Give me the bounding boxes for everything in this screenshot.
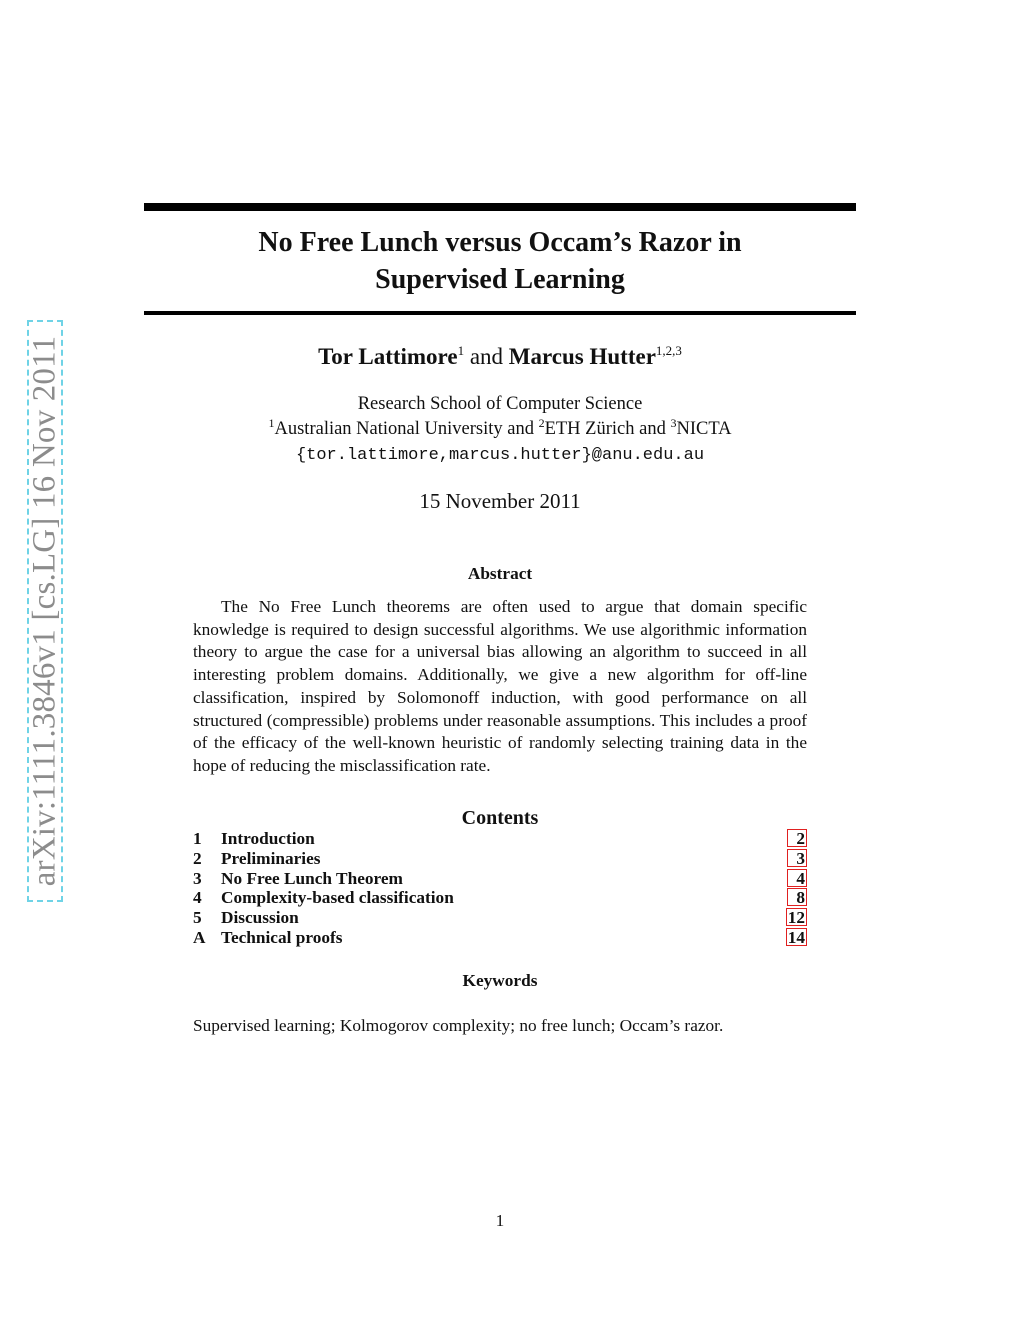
affil-inst-1: Australian National University and <box>274 419 539 439</box>
affiliation-school: Research School of Computer Science <box>357 394 643 414</box>
toc-entry <box>193 869 807 889</box>
title-rule-bottom <box>144 311 856 315</box>
contents-heading: Contents <box>461 807 539 829</box>
toc-page-link[interactable]: 14 <box>787 927 805 947</box>
toc-title: No Free Lunch Theorem <box>221 868 403 888</box>
toc-page-link[interactable]: 8 <box>787 888 807 906</box>
toc-entry <box>193 908 807 928</box>
toc-page-link[interactable]: 3 <box>787 849 807 867</box>
arxiv-stamp[interactable] <box>27 320 63 902</box>
toc-title: Introduction <box>221 829 315 848</box>
author-name-2: Marcus Hutter <box>508 344 656 369</box>
affil-inst-2: ETH Zürich and <box>544 419 671 439</box>
title-rule-top <box>144 203 856 211</box>
toc-entry <box>193 928 807 948</box>
author-name-1: Tor Lattimore <box>318 344 458 369</box>
paper-title-line-1: No Free Lunch versus Occam’s Razor in <box>258 227 742 258</box>
toc-number: A <box>193 927 206 947</box>
toc-entry <box>193 829 807 849</box>
toc-number: 1 <box>193 829 202 848</box>
toc-page-link[interactable]: 12 <box>787 908 805 928</box>
author-line <box>144 342 856 372</box>
toc-number: 2 <box>193 848 202 868</box>
toc-page-link[interactable]: 2 <box>787 829 807 847</box>
toc-title: Discussion <box>221 908 299 928</box>
toc-title: Technical proofs <box>221 927 343 947</box>
affiliation-email-line <box>144 442 856 468</box>
keywords-text: Supervised learning; Kolmogorov complexity; no free lunch; Occam’s razor. <box>193 1016 724 1035</box>
affil-mark-1: 1 <box>268 416 275 430</box>
affil-inst-3: NICTA <box>676 419 732 439</box>
abstract-heading: Abstract <box>467 564 533 583</box>
author-1-affil-mark: 1 <box>457 343 465 358</box>
toc-title: Preliminaries <box>221 848 321 868</box>
affiliation-institutions <box>144 417 856 442</box>
paper-title-line-2: Supervised Learning <box>375 264 625 295</box>
page-number: 1 <box>495 1211 505 1230</box>
author-conjunction: and <box>464 344 509 369</box>
paper-title <box>144 224 856 298</box>
author-email: {tor.lattimore,marcus.hutter}@anu.edu.au <box>295 446 705 465</box>
toc-number: 3 <box>193 868 202 888</box>
toc-number: 5 <box>193 908 202 928</box>
affil-mark-2: 2 <box>538 416 545 430</box>
toc-page-link[interactable]: 4 <box>787 869 807 887</box>
toc-entry <box>193 849 807 869</box>
affil-mark-3: 3 <box>670 416 677 430</box>
toc-title: Complexity-based classification <box>221 888 454 908</box>
toc-entry <box>193 888 807 908</box>
toc-number: 4 <box>193 888 202 908</box>
author-2-affil-mark: 1,2,3 <box>655 343 682 358</box>
table-of-contents <box>193 829 807 948</box>
arxiv-stamp-text: arXiv:1111.3846v1 [cs.LG] 16 Nov 2011 <box>26 335 63 887</box>
keywords-heading: Keywords <box>462 971 538 990</box>
abstract-text: The No Free Lunch theorems are often used to argue that domain specific knowledge is required to design successful algorithms. We use algorithmic information theory to argue the case for a universal bias allowing an algorithm to succeed in all interesting problem domains. Additionally, we give a new algorithm for off-line classification, inspired by Solomonoff induction, with good performance on all structured (compressible) problems under reasonable assumptions. This includes a proof of the efficacy of the well-known heuristic of randomly selecting training data in the hope of reducing the misclassification rate. <box>193 597 807 775</box>
paper-date: 15 November 2011 <box>419 489 581 513</box>
